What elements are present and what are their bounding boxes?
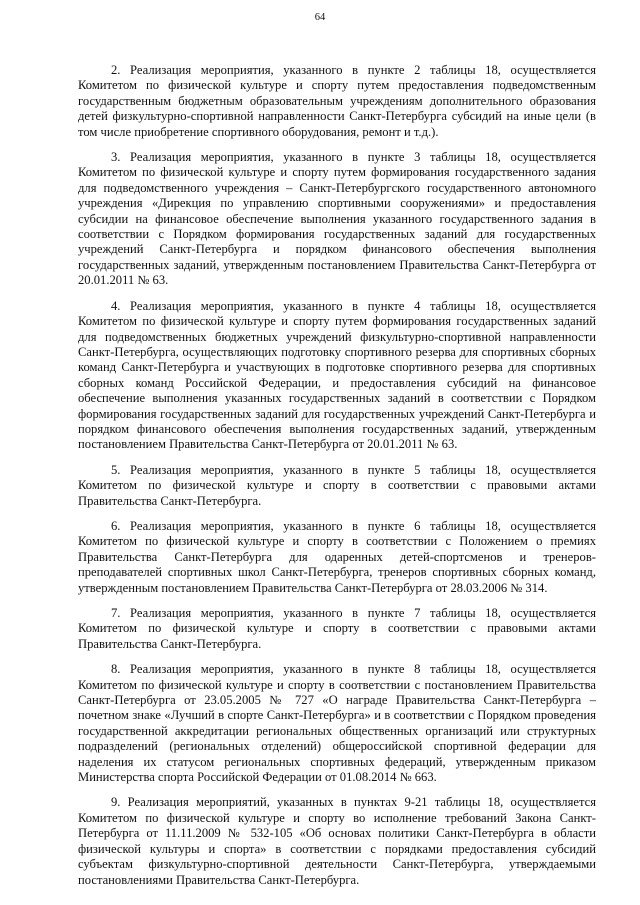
paragraph-item-8: 8. Реализация мероприятия, указанного в пункте 8 таблицы 18, осуществляется Комитетом по физической культуре и спорту в соответствии с постановлением Правительства Санкт-Петербурга от 23.05.2005 № 727 «О награде Правительства Санкт-Петербурга – почетном знаке «Лучший в спорте Санкт-Петербурга» и в соответствии с Порядком проведения государственной аккредитации региональных общественных организаций или структурных подразделений (региональных отделений) общероссийской спортивной федерации для наделения их статусом региональных спортивных федераций, утвержденным приказом Министерства спорта Российской Федерации от 01.08.2014 № 663. — [78, 662, 596, 785]
paragraph-item-3: 3. Реализация мероприятия, указанного в пункте 3 таблицы 18, осуществляется Комитетом по физической культуре и спорту путем формирования государственного задания для подведомственного учреждения – Санкт-Петербургского государственного автономного учреждения «Дирекция по управлению спортивными сооружениями» и предоставления субсидии на финансовое обеспечение выполнения указанного государственного задания в соответствии с Порядком формирования государственных заданий для государственных учреждений Санкт-Петербурга и порядком финансового обеспечения выполнения государственных заданий, утвержденным постановлением Правительства Санкт-Петербурга от 20.01.2011 № 63. — [78, 150, 596, 288]
paragraph-item-6: 6. Реализация мероприятия, указанного в пункте 6 таблицы 18, осуществляется Комитетом по физической культуре и спорту в соответствии с Положением о премиях Правительства Санкт-Петербурга для одаренных детей-спортсменов и тренеров-преподавателей спортивных школ Санкт-Петербурга, тренеров спортивных сборных команд, утвержденным постановлением Правительства Санкт-Петербурга от 28.03.2006 № 314. — [78, 518, 596, 595]
paragraph-item-5: 5. Реализация мероприятия, указанного в пункте 5 таблицы 18, осуществляется Комитетом по физической культуре и спорту в соответствии с правовыми актами Правительства Санкт-Петербурга. — [78, 462, 596, 508]
paragraph-item-4: 4. Реализация мероприятия, указанного в пункте 4 таблицы 18, осуществляется Комитетом по физической культуре и спорту путем формирования государственных заданий для подведомственных бюджетных учреждений физкультурно-спортивной направленности Санкт-Петербурга, осуществляющих подготовку спортивного резерва для спортивных сборных команд Санкт-Петербурга и участвующих в подготовке спортивного резерва для спортивных сборных команд Российской Федерации, и предоставления субсидий на финансовое обеспечение выполнения указанных государственных заданий в соответствии с Порядком формирования государственных заданий для государственных учреждений Санкт-Петербурга и порядком финансового обеспечения выполнения государственных заданий, утвержденным постановлением Правительства Санкт-Петербурга от 20.01.2011 № 63. — [78, 298, 596, 452]
paragraph-item-9: 9. Реализация мероприятий, указанных в пунктах 9-21 таблицы 18, осуществляется Комитетом по физической культуре и спорту во исполнение требований Закона Санкт-Петербурга от 11.11.2009 № 532-105 «Об основах политики Санкт-Петербурга в области физической культуры и спорта» в соответствии с порядками предоставления субсидий субъектам физкультурно-спортивной деятельности Санкт-Петербурга, утверждаемыми постановлениями Правительства Санкт-Петербурга. — [78, 795, 596, 887]
page-body — [78, 63, 596, 898]
page-number: 64 — [314, 12, 326, 23]
paragraph-item-2: 2. Реализация мероприятия, указанного в пункте 2 таблицы 18, осуществляется Комитетом по физической культуре и спорту путем предоставления подведомственным государственным бюджетным образовательным учреждениям дополнительного образования детей физкультурно-спортивной направленности Санкт-Петербурга субсидий на иные цели (в том числе приобретение спортивного оборудования, ремонт и т.д.). — [78, 63, 596, 139]
paragraph-item-7: 7. Реализация мероприятия, указанного в пункте 7 таблицы 18, осуществляется Комитетом по физической культуре и спорту в соответствии с правовыми актами Правительства Санкт-Петербурга. — [78, 606, 596, 651]
